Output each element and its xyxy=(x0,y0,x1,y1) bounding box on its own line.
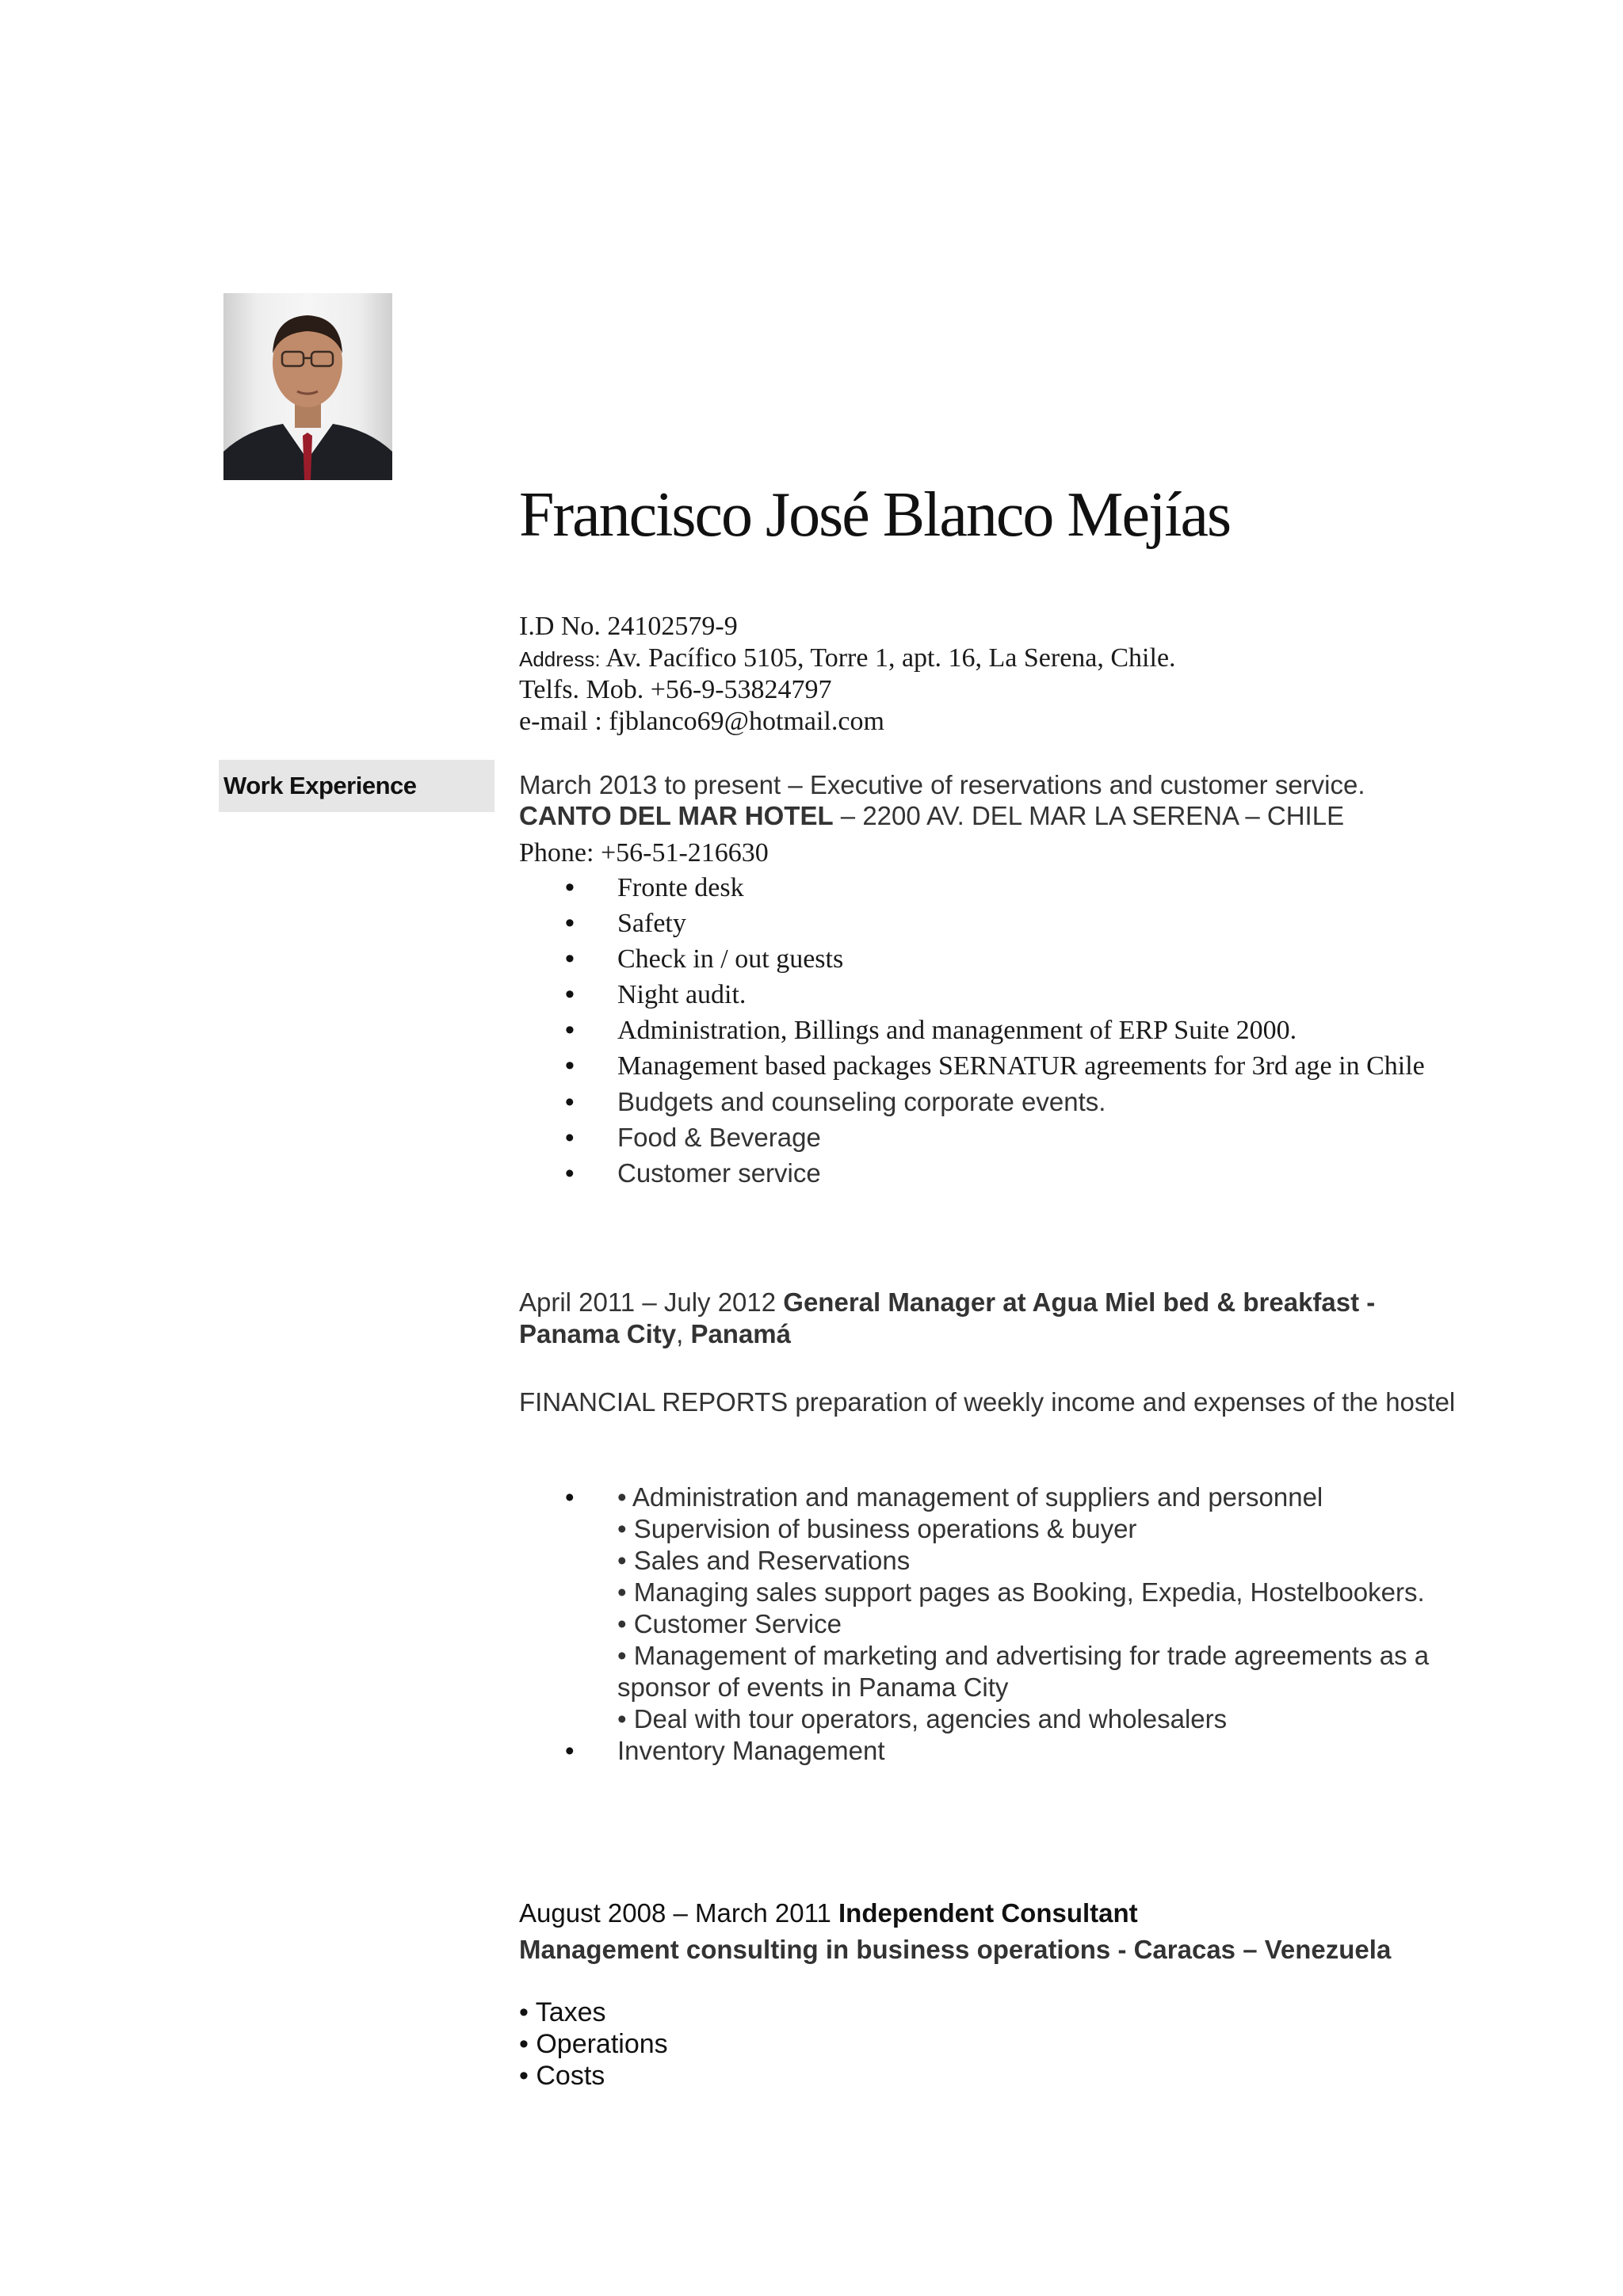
list-item: • Administration, Billings and managenment of ERP Suite 2000. xyxy=(519,1013,1470,1048)
id-number: I.D No. 24102579-9 xyxy=(519,612,738,641)
job3-subtitle: Management consulting in business operations - Caracas – Venezuela xyxy=(519,1935,1392,1964)
address-label: Address: xyxy=(519,647,601,671)
job1-company: CANTO DEL MAR HOTEL xyxy=(519,801,834,830)
list-item: • Management based packages SERNATUR agreements for 3rd age in Chile xyxy=(519,1048,1470,1084)
address-line xyxy=(519,643,1176,673)
job3-heading xyxy=(519,1898,1138,1928)
list-item: • Night audit. xyxy=(519,977,1470,1013)
sub-bullet: • Managing sales support pages as Booking, Expedia, Hostelbookers. xyxy=(617,1577,1425,1607)
sub-bullet: • Management of marketing and advertising for trade agreements as a sponsor of events in Panama City xyxy=(617,1641,1430,1702)
job1-company-address: – 2200 AV. DEL MAR LA SERENA – CHILE xyxy=(833,801,1345,830)
list-item: • Budgets and counseling corporate events. xyxy=(519,1084,1470,1119)
job1-duties-list xyxy=(519,870,1470,1191)
job2-heading xyxy=(519,1287,1462,1350)
job2-financial-reports: FINANCIAL REPORTS preparation of weekly income and expenses of the hostel xyxy=(519,1387,1456,1417)
job2-separator: , xyxy=(676,1319,691,1348)
sub-bullet: • Customer Service xyxy=(617,1609,842,1638)
list-item: • Taxes xyxy=(519,1997,606,2027)
address-value: Av. Pacífico 5105, Torre 1, apt. 16, La Serena, Chile. xyxy=(605,643,1176,673)
sub-bullet: • Deal with tour operators, agencies and wholesalers xyxy=(617,1704,1228,1733)
job2-country: Panamá xyxy=(690,1319,792,1348)
phone-line: Telfs. Mob. +56-9-53824797 xyxy=(519,675,832,704)
list-item: • Inventory Management xyxy=(519,1735,1470,1767)
job3-period: August 2008 – March 2011 xyxy=(519,1898,838,1928)
work-experience-heading: Work Experience xyxy=(219,760,495,812)
job1-company-line xyxy=(519,801,1344,831)
sub-bullet: • Supervision of business operations & buyer xyxy=(617,1514,1137,1543)
list-item: • Fronte desk xyxy=(519,870,1470,906)
list-item: • Check in / out guests xyxy=(519,941,1470,977)
job3-items xyxy=(519,1997,668,2092)
list-item: • Operations xyxy=(519,2029,668,2059)
candidate-name: Francisco José Blanco Mejías xyxy=(519,480,1231,550)
list-item: • Food & Beverage xyxy=(519,1119,1470,1155)
job2-title: General Manager at Agua Miel bed & breakfast - Panama City xyxy=(519,1287,1376,1348)
job2-duties-list xyxy=(519,1482,1470,1767)
sub-bullet: • • Administration and management of suppliers and personnel xyxy=(617,1482,1323,1512)
list-item: • Safety xyxy=(519,906,1470,941)
person-photo-icon xyxy=(223,293,392,480)
profile-photo xyxy=(223,293,392,480)
sub-bullet: • Sales and Reservations xyxy=(617,1546,911,1575)
email-line: e-mail : fjblanco69@hotmail.com xyxy=(519,707,884,736)
list-item: • Customer service xyxy=(519,1155,1470,1191)
list-item xyxy=(519,1482,1470,1735)
job3-title: Independent Consultant xyxy=(838,1898,1138,1928)
job1-phone: Phone: +56-51-216630 xyxy=(519,838,769,868)
job2-period: April 2011 – July 2012 xyxy=(519,1287,784,1317)
list-item: • Costs xyxy=(519,2061,605,2091)
job1-period-title: March 2013 to present – Executive of reservations and customer service. xyxy=(519,770,1365,799)
